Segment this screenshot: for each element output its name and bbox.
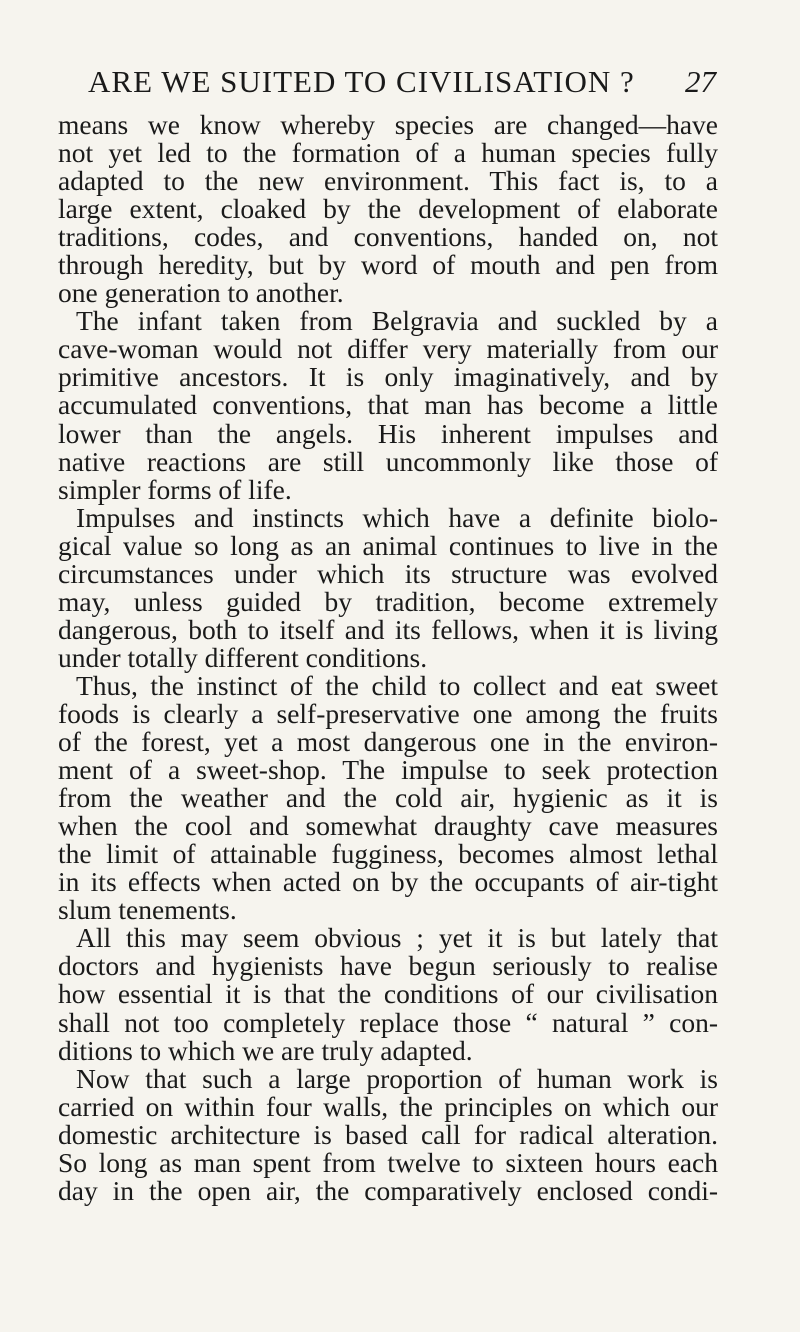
text-line: when the cool and somewhat draughty cave measures — [58, 810, 718, 842]
text-line: of the forest, yet a most dangerous one in the environ- — [58, 726, 718, 758]
text-line: Now that such a large proportion of human work is — [76, 1062, 718, 1094]
text-line: from the weather and the cold air, hygienic as it is — [58, 782, 718, 814]
text-line: primitive ancestors. It is only imaginatively, and by — [58, 361, 718, 393]
text-line: ment of a sweet-shop. The impulse to seek protection — [58, 754, 718, 786]
text-line: under totally different conditions. — [58, 641, 428, 673]
text-line: not yet led to the formation of a human species fully — [58, 137, 718, 169]
text-line: dangerous, both to itself and its fellows, when it is living — [58, 613, 718, 645]
text-line: ditions to which we are truly adapted. — [58, 1034, 473, 1066]
text-line: lower than the angels. His inherent impulses and — [58, 417, 718, 449]
text-line: The infant taken from Belgravia and suckled by a — [76, 305, 718, 337]
text-line: large extent, cloaked by the development of elaborate — [58, 193, 718, 225]
text-line: in its effects when acted on by the occupants of air-tight — [58, 866, 718, 898]
text-line: shall not too completely replace those “ natural ” con- — [58, 1006, 718, 1038]
text-line: doctors and hygienists have begun seriously to realise — [58, 950, 718, 982]
text-line: slum tenements. — [58, 894, 237, 926]
text-line: cave-woman would not differ very materially from our — [58, 333, 718, 365]
text-line: domestic architecture is based call for radical alteration. — [58, 1118, 718, 1150]
running-title: ARE WE SUITED TO CIVILISATION ? — [88, 64, 635, 99]
body-text — [58, 111, 718, 1205]
text-line: through heredity, but by word of mouth and pen from — [58, 249, 718, 281]
text-line: Thus, the instinct of the child to collect and eat sweet — [76, 669, 718, 701]
text-line: may, unless guided by tradition, become extremely — [58, 585, 718, 617]
text-line: circumstances under which its structure was evolved — [58, 557, 718, 589]
text-line: adapted to the new environment. This fact is, to a — [58, 165, 718, 197]
text-line: carried on within four walls, the principles on which our — [58, 1090, 718, 1122]
text-line: one generation to another. — [58, 277, 344, 309]
text-line: Impulses and instincts which have a definite biolo- — [76, 501, 718, 533]
text-line: foods is clearly a self-preservative one among the fruits — [58, 697, 718, 729]
running-head — [88, 64, 716, 104]
text-line: gical value so long as an animal continues to live in the — [58, 529, 718, 561]
text-line: All this may seem obvious ; yet it is but lately that — [76, 922, 718, 954]
text-line: traditions, codes, and conventions, handed on, not — [58, 221, 718, 253]
text-line: native reactions are still uncommonly like those of — [58, 445, 718, 477]
text-line: means we know whereby species are changed—have — [58, 109, 718, 140]
text-line: the limit of attainable fugginess, becomes almost lethal — [58, 838, 718, 870]
page-number: 27 — [685, 64, 716, 99]
text-line: simpler forms of life. — [58, 473, 292, 505]
text-line: day in the open air, the comparatively enclosed condi- — [58, 1174, 718, 1206]
text-line: So long as man spent from twelve to sixteen hours each — [58, 1146, 718, 1178]
text-line: accumulated conventions, that man has become a little — [58, 389, 718, 421]
text-line: how essential it is that the conditions of our civilisation — [58, 978, 718, 1010]
